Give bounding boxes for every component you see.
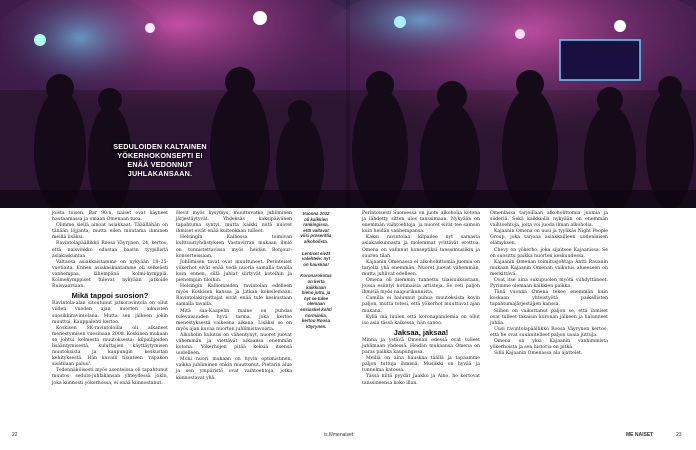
- pull-quote: Vuonna 2022 oli kaikkien rankingissa, että valtavat viisi prosenttia alkoholista.: [300, 211, 332, 244]
- pull-quote: Koronarokotus on kerta kaikkiaan hieno juttu, ja nyt se tulee olemaan ensiaskel kohti normaalia, kertoo Roosa Väyrynen.: [300, 273, 332, 329]
- paragraph: joista toisen, Bar 90:n, naiset ovat käyneet hautaamassa ja omaan Omenaan tuoa.: [52, 211, 168, 223]
- paragraph: Hevit myös kysymys, muuttuvatko juhliminen järjestäytyvät. Yhdeksäs kaksipäivänen tapahtuma syntyi, mutta kaikki niitä nuoret ihmiset eivät enää kuitenkaan tulleet.: [176, 211, 292, 235]
- paragraph: Alkoholin kulutus on vähentynyt, nuoret juovat vähemmän ja viettävät aikaansa enemmän kotona. Yökerhojen pitää keksiä itsensä uudelleen.: [176, 332, 292, 357]
- article-column-1: [52, 211, 168, 387]
- subheading: Jaksaa, jaksaa!: [393, 327, 449, 337]
- pull-quote-column: [300, 211, 332, 335]
- paragraph: Uusi ravintolapäällikkö Roosa Väyrynen kertoo, että he ovat suunnitelleet paljon uusia juttuja.: [490, 326, 608, 338]
- footer-url: is.fi/menaiset: [324, 432, 354, 438]
- paragraph: Kajaanin Omena on uusi ja tyylikäs Night People Group, joka tarjoaa asiakkailleen uudenlaisen elämyksen.: [490, 229, 608, 247]
- paragraph: Valtaosa asiakkaistamme on nykyään 18–25-vuotiaita. Ennen asiakaskuntamme oli selkeästi vanhempaa, lähempänä kolmi-kymppiä. Kolmekymppiset tulevat nykyään jatkoille Ruisvaarsaan.: [52, 259, 168, 290]
- paragraph: Chevy on yökerho, joka sijaitsee Kajaanissa. Se on suosittu paikka nuorten keskuudessa.: [490, 247, 608, 259]
- paragraph: Omena oli aiemmin tunnettu tilaisuuksistaan, joissa esiintyi kotimaisia artisteja. Se veti paljon ihmisiä myös naapurikunnista.: [362, 278, 480, 296]
- left-page-number: 22: [12, 432, 18, 438]
- subheading: Mikä tappoi suosion?: [71, 291, 149, 301]
- paragraph: Omenlassa tarjoillaan alkoholittomia juomia ja siideriä. Sekä kaikkialla nykyään on enemmän vaihtoehtoja, joita voi juoda ilman alkoholia.: [490, 211, 608, 229]
- article-column-3: [362, 211, 480, 387]
- paragraph: Olimme siellä ainoat asiakkaat. Tääällähän on tänään löjjanta, mutta eilen muutama ihminen meillä lisäksi.: [52, 223, 168, 241]
- paragraph: Ravintola-alan sitoutunut jatkoravintola on ollut viiden vuoden ajan nuorten aikuisten suosikkiravintolana. Mutta sen jälkeen jokin muuttui, Kauppalehti kertoo.: [52, 301, 168, 325]
- paragraph: Meillä on aina hauskaa täällä ja tapaamme paljon tuttuja ihmisiä. Musiikki on hyvää ja tunnelma katossa.: [362, 356, 480, 374]
- paragraph: Kaksi ravintolaa kilpailee nyt samasta asiakaskunnasta ja molemmat yrittävät erottua. Omena on valinnut konseptiksi tanssimusiikin ja suuren tilan.: [362, 235, 480, 259]
- paragraph: Moni nuori mukaan on hyvin optimistinen, vaikka juhliminen onkin muuttunut. Pietarin alue ja sen ympäristö ovat vaihtoehtoja, jotka kiinnostavat yhä.: [176, 357, 292, 381]
- paragraph: Omena on yksi Kajaanin vanhimmista yökerhoista ja sen historia on pitkä.: [490, 338, 608, 351]
- paragraph: Koskisen SK-ravintoloilla oli alkaneet menestymisen vuosinaan 2008. Koskinen mukaan se johtui kolmesta muutoksesta: kilpailijoiden lisääntymisestä, kuluttajien käyttäytymisen muutoksista ja kaupungin keskustan kehityksestä. Hän kuvaili tilanteen 'rapakon sisätilaan paluu'.: [52, 325, 168, 368]
- article-column-4: [490, 211, 608, 357]
- paragraph: Ravintolapäällikkö Roosa Väyrynen, 24, kertoo, että naisvinkko edustaa baarin tyypillistä asiakaskuntaa.: [52, 241, 168, 259]
- paragraph: Tässä niitä pyydät Jaakko ja Aino, he kertovat tanssineensa koko illan.: [362, 374, 480, 386]
- paragraph: Todennäköisesti myös asenteissa oli tapahtunut muutos: sedulo-juhlakansan yhteydessä jokin, joka kiinnosti yökerhossa, ei enää kiinnostanut.: [52, 368, 168, 386]
- paragraph: Helsingin Kalliomaiden ravintolan edelleen myös Koskisen kanssa ja jatkan kokeilemaan. Ravintolakirjoittajat eivät enää tule keskustaan samalla tavalla.: [176, 284, 292, 308]
- paragraph: Kajaanin Omenan toimitusjohtaja Antti Rauanin mukaan Kajaanin Omenan vaikutus alueeseen on merkittävä.: [490, 259, 608, 277]
- paragraph: Siihen on vaikuttanut paljon se, että ihmiset ovat tulleet takaisin koronan jälkeen ja halunneet juhlia.: [490, 308, 608, 326]
- paragraph: Perinteisesti Suomessa on juotu alkoholia kotona ja lähdetty sitten ulos tanssimaan. Nykyään on enemmän vaihtoehtoja, ja nuoret eivät tee samoin kuin heidän vanhempansa.: [362, 211, 480, 235]
- spread-gutter: [346, 0, 350, 208]
- paragraph: Kyllä mä luulen että koronapandemia on ollut iso asia tässä kaikessa, hän sanoo.: [362, 314, 480, 326]
- pull-quote: Lentiset eivät valehtele: nyt on hauskaa!: [301, 250, 331, 267]
- article-signoff: Sillä Kajaanin Omenassa ala ajattelet.: [494, 351, 583, 357]
- article-column-2: [176, 211, 292, 382]
- paragraph: Ovat itse aina sukupuolen myötä viihdyttäneet. Pyrimme olemaan kaikkien paikka.: [490, 278, 608, 290]
- paragraph: Camilla ei halunnut puhua muutoksista kovin paljon, mutta totesi, että yökerhot muuttuvat ajan mukana.: [362, 296, 480, 314]
- paragraph: Tänä vuonna Omena tekee enemmän kuin koskaan yhteistyötä paikallisten tapahtumajärjestäjien kanssa.: [490, 290, 608, 308]
- paragraph: Kajaanin Omenassa ei alkoholiittomia juomia on tarjolla yhä enemmän. Nuoret juovat vähemmän, mutta juhlivat edelleen.: [362, 259, 480, 277]
- paragraph: Helsingin Kalliossa toimivan kulttuuriyhdistyksen Vastavirran mukaan ilmiö on tunnistettavissa myös heidän Bonjour-konserteissaan.: [176, 235, 292, 259]
- right-page-number: 23: [676, 432, 682, 438]
- paragraph: Minna ja ystävä Omenan edessä ovat tulleet juhlimaan yhdessä. Heidän mukaansa Omena on paras paikka kaupungissa.: [362, 337, 480, 356]
- nightclub-photo: [0, 0, 696, 208]
- magazine-name: ME NAISET: [626, 432, 654, 438]
- photo-caption: SEDULOIDEN KALTAINEN YÖKERHOKONSEPTI EI ENÄÄ VEDONNUT JUHLAKANSAAN.: [113, 142, 207, 178]
- paragraph: Mitä saa-Kaapelin maine on puhdas tulevaisuuden hyvä tarina, joka kertoo menestyksestä vaikeana aikana. Lisäksi se on myös ajan kuvaa nuorten juhlimistavoista.: [176, 308, 292, 332]
- paragraph: Juhlimisen tavat ovat muuttuneet. Perinteiset yökerhot eivät enää vedä nuoria samalla tavalla kuin ennen, sillä juhlat siirtyvät koteihin ja pienempiin tiloihin.: [176, 259, 292, 284]
